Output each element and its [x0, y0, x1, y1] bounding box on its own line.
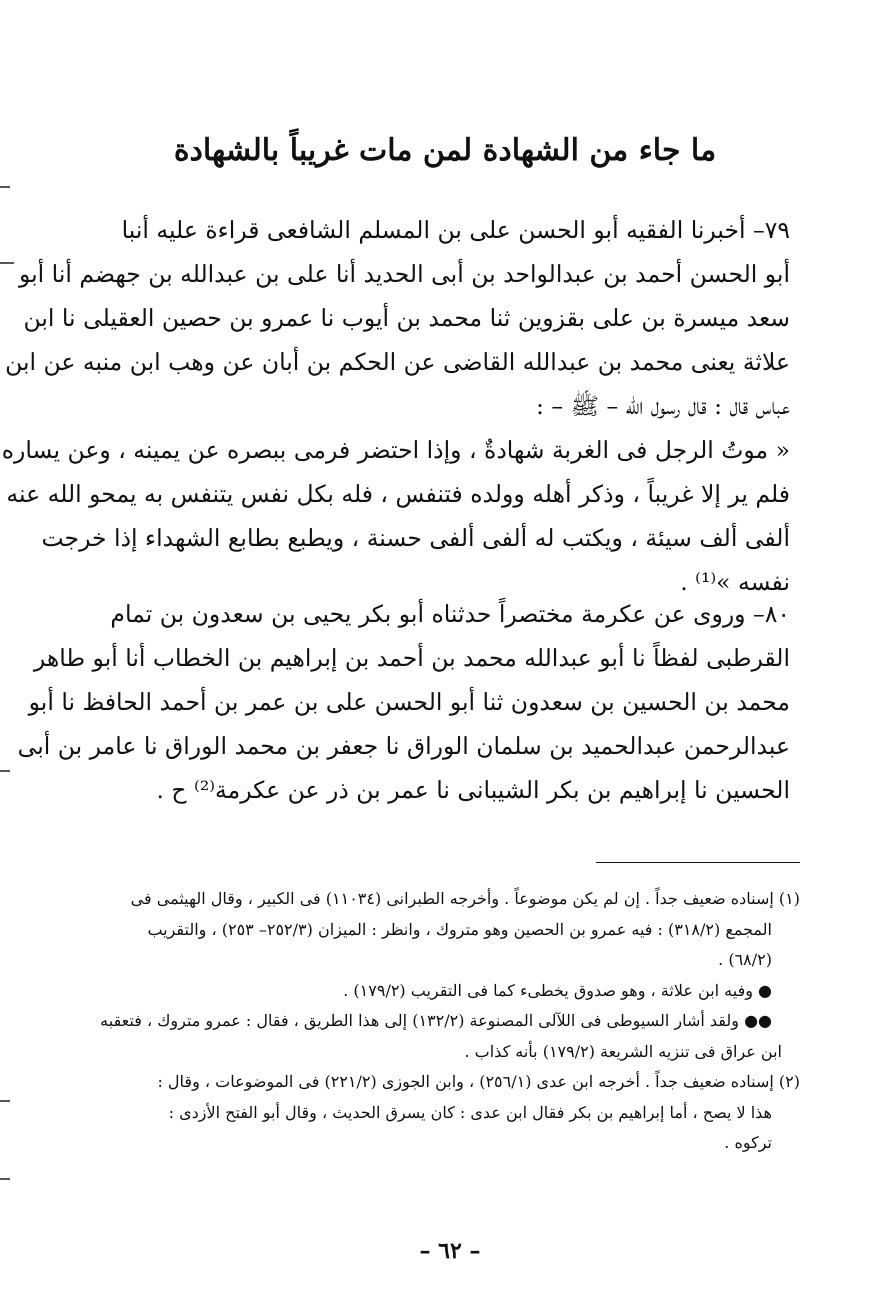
footnote-1-line: ● وفيه ابن علاثة ، وهو صدوق يخطىء كما فى التقريب (١٧٩/٢) . — [343, 980, 772, 1000]
text-line: علاثة يعنى محمد بن عبدالله القاضى عن الحكم بن أبان عن وهب ابن منبه عن ابن — [5, 348, 790, 376]
text-line: عباس قال : قال رسول الله – ﷺ – : — [535, 392, 790, 420]
text-line: القرطبى لفظاً نا أبو عبدالله محمد بن أحمد بن إبراهيم بن الخطاب أنا أبو طاهر — [33, 644, 790, 672]
footnote-2-line: (٢) إسناده ضعيف جداً . أخرجه ابن عدى (٢٥٦/١) ، وابن الجوزى (٢٢١/٢) فى الموضوعات ، وقال : — [157, 1072, 800, 1091]
footnote-1-line: ابن عراق فى تنزيه الشريعة (١٧٩/٢) بأنه كذاب . — [464, 1041, 782, 1061]
scan-edge-mark — [0, 262, 14, 264]
hadith-79 — [1, 208, 790, 604]
page-number: – ٦٢ – — [419, 1238, 481, 1264]
scan-edge-mark — [0, 186, 10, 188]
footnote-1-line: (٦٨/٢) . — [718, 950, 772, 969]
chapter-title: ما جاء من الشهادة لمن مات غريباً بالشهادة — [173, 133, 717, 168]
scan-edge-mark — [0, 1100, 10, 1102]
footnote-1-line: (١) إسناده ضعيف جداً . إن لم يكن موضوعاً . وأخرجه الطبرانى (١١٠٣٤) فى الكبير ، وقال الهيثمى فى — [130, 889, 800, 908]
text-line: سعد ميسرة بن على بقزوين ثنا محمد بن أيوب نا عمرو بن حصين العقيلى نا ابن — [23, 304, 790, 332]
footnote-separator — [596, 862, 800, 863]
text-line: فلم ير إلا غريباً ، وذكر أهله وولده فتنفس ، فله بكل نفس يتنفس به يمحو الله عنه — [6, 480, 790, 508]
scan-edge-mark — [0, 770, 10, 772]
footnotes — [100, 884, 800, 1159]
text-line: الحسين نا إبراهيم بن بكر الشيبانى نا عمر بن ذر عن عكرمة⁽²⁾ ح . — [156, 776, 790, 804]
text-line: محمد بن الحسين بن سعدون ثنا أبو الحسن على بن عمر بن أحمد الحافظ نا أبو — [28, 688, 790, 716]
footnote-2-line: تركوه . — [724, 1133, 772, 1152]
text-line: عبدالرحمن عبدالحميد بن سلمان الوراق نا جعفر بن محمد الوراق نا عامر بن أبى — [17, 732, 790, 760]
footnote-1-line: المجمع (٣١٨/٢) : فيه عمرو بن الحصين وهو متروك ، وانظر : الميزان (٢٥٢/٣– ٢٥٣) ، والتقريب — [147, 919, 772, 939]
footnote-1-line: ●● ولقد أشار السيوطى فى اللآلى المصنوعة (١٣٢/٢) إلى هذا الطريق ، فقال : عمرو متروك ، فتعقبه — [100, 1011, 772, 1030]
text-line: نفسه »⁽¹⁾ . — [680, 568, 790, 596]
footnote-2-line: هذا لا يصح ، أما إبراهيم بن بكر فقال ابن عدى : كان يسرق الحديث ، وقال أبو الفتح الأزدى : — [168, 1102, 772, 1122]
text-line: ٨٠– وروى عن عكرمة مختصراً حدثناه أبو بكر يحيى بن سعدون بن تمام — [110, 600, 790, 628]
scan-edge-mark — [0, 1178, 10, 1180]
hadith-80 — [17, 592, 790, 812]
text-line: « موتُ الرجل فى الغربة شهادةٌ ، وإذا احتضر فرمى ببصره عن يمينه ، وعن يساره — [1, 436, 790, 464]
text-line: ٧٩– أخبرنا الفقيه أبو الحسن على بن المسلم الشافعى قراءة عليه أنبا — [121, 216, 790, 244]
text-line: أبو الحسن أحمد بن عبدالواحد بن أبى الحديد أنا على بن عبدالله بن جهضم أنا أبو — [18, 260, 790, 288]
text-line: ألفى ألف سيئة ، ويكتب له ألفى ألفى حسنة ، ويطبع بطابع الشهداء إذا خرجت — [41, 524, 790, 552]
